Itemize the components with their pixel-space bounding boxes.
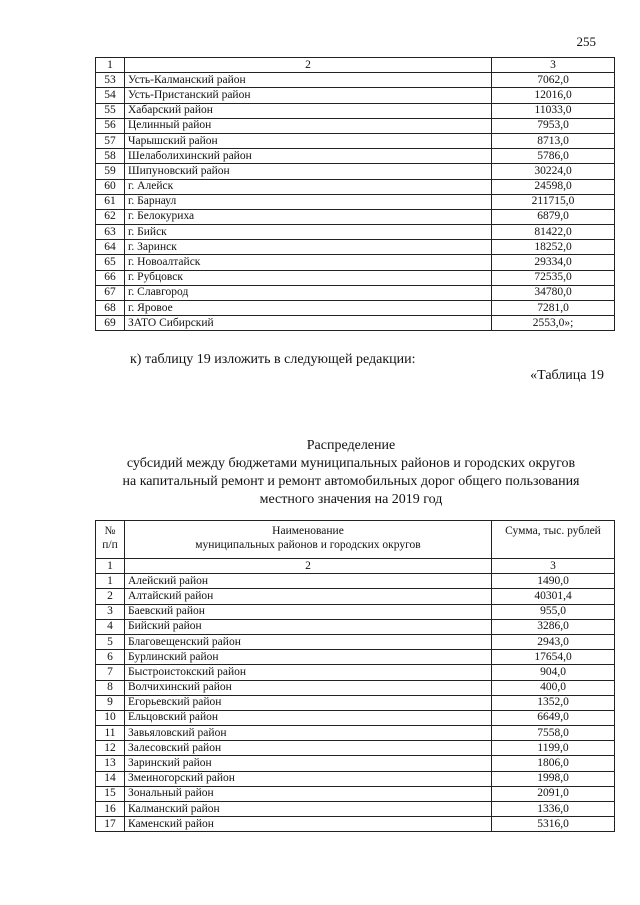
row-sum: 72535,0 xyxy=(492,270,615,285)
column-number-3: 3 xyxy=(492,58,615,73)
row-sum: 5316,0 xyxy=(492,817,615,832)
table-row xyxy=(96,802,615,817)
row-sum: 1490,0 xyxy=(492,574,615,589)
row-name: Быстроистокский район xyxy=(125,665,492,680)
row-name: Бийский район xyxy=(125,619,492,634)
column-number-2: 2 xyxy=(125,559,492,574)
row-number: 17 xyxy=(96,817,125,832)
row-sum: 40301,4 xyxy=(492,589,615,604)
table-row xyxy=(96,73,615,88)
row-sum: 211715,0 xyxy=(492,194,615,209)
row-sum: 2943,0 xyxy=(492,634,615,649)
table-row xyxy=(96,255,615,270)
row-sum: 1336,0 xyxy=(492,802,615,817)
table-row xyxy=(96,270,615,285)
table-row xyxy=(96,680,615,695)
header-name-line-2: муниципальных районов и городских округов xyxy=(195,539,421,551)
row-name: Хабарский район xyxy=(125,103,492,118)
row-sum: 7281,0 xyxy=(492,301,615,316)
row-sum: 6649,0 xyxy=(492,710,615,725)
table-row xyxy=(96,285,615,300)
row-number: 62 xyxy=(96,209,125,224)
table-row xyxy=(96,194,615,209)
table-row xyxy=(96,103,615,118)
table-row xyxy=(96,786,615,801)
row-sum: 7953,0 xyxy=(492,118,615,133)
row-name: Каменский район xyxy=(125,817,492,832)
row-number: 60 xyxy=(96,179,125,194)
row-number: 7 xyxy=(96,665,125,680)
row-name: Чарышский район xyxy=(125,133,492,148)
header-number-line-1: № xyxy=(104,525,116,537)
table-row xyxy=(96,118,615,133)
subsidy-table-2019-body xyxy=(96,521,615,832)
row-name: г. Белокуриха xyxy=(125,209,492,224)
row-number: 1 xyxy=(96,574,125,589)
row-number: 13 xyxy=(96,756,125,771)
table-row xyxy=(96,619,615,634)
row-sum: 6879,0 xyxy=(492,209,615,224)
row-number: 3 xyxy=(96,604,125,619)
column-number-1: 1 xyxy=(96,559,125,574)
row-name: г. Рубцовск xyxy=(125,270,492,285)
row-sum: 18252,0 xyxy=(492,240,615,255)
row-sum: 81422,0 xyxy=(492,225,615,240)
row-name: Змеиногорский район xyxy=(125,771,492,786)
row-number: 8 xyxy=(96,680,125,695)
table-row xyxy=(96,650,615,665)
row-name: г. Алейск xyxy=(125,179,492,194)
row-name: Калманский район xyxy=(125,802,492,817)
table-row xyxy=(96,634,615,649)
row-sum: 8713,0 xyxy=(492,133,615,148)
row-sum: 1352,0 xyxy=(492,695,615,710)
table-row xyxy=(96,710,615,725)
row-number: 58 xyxy=(96,149,125,164)
table-row xyxy=(96,695,615,710)
table-row xyxy=(96,225,615,240)
row-name: г. Яровое xyxy=(125,301,492,316)
row-sum: 1806,0 xyxy=(492,756,615,771)
row-number: 65 xyxy=(96,255,125,270)
row-name: Усть-Калманский район xyxy=(125,73,492,88)
row-number: 2 xyxy=(96,589,125,604)
header-name xyxy=(125,521,492,559)
row-name: Усть-Пристанский район xyxy=(125,88,492,103)
row-name: Залесовский район xyxy=(125,741,492,756)
row-sum: 2553,0»; xyxy=(492,316,615,331)
row-name: Алтайский район xyxy=(125,589,492,604)
table-heading xyxy=(90,437,612,509)
row-name: Бурлинский район xyxy=(125,650,492,665)
table-row xyxy=(96,164,615,179)
row-number: 12 xyxy=(96,741,125,756)
table-row xyxy=(96,771,615,786)
row-sum: 30224,0 xyxy=(492,164,615,179)
row-name: Волчихинский район xyxy=(125,680,492,695)
heading-line-2: субсидий между бюджетами муниципальных районов и городских округов xyxy=(126,456,576,471)
table-row xyxy=(96,316,615,331)
row-name: Благовещенский район xyxy=(125,634,492,649)
row-sum: 17654,0 xyxy=(492,650,615,665)
row-sum: 955,0 xyxy=(492,604,615,619)
row-number: 56 xyxy=(96,118,125,133)
row-name: Заринский район xyxy=(125,756,492,771)
row-number: 68 xyxy=(96,301,125,316)
row-name: Целинный район xyxy=(125,118,492,133)
table-row xyxy=(96,726,615,741)
row-number: 61 xyxy=(96,194,125,209)
table-row xyxy=(96,756,615,771)
row-sum: 7062,0 xyxy=(492,73,615,88)
row-sum: 3286,0 xyxy=(492,619,615,634)
row-sum: 12016,0 xyxy=(492,88,615,103)
row-name: г. Славгород xyxy=(125,285,492,300)
table-row xyxy=(96,301,615,316)
row-number: 67 xyxy=(96,285,125,300)
row-number: 54 xyxy=(96,88,125,103)
page-number: 255 xyxy=(576,34,596,49)
row-sum: 34780,0 xyxy=(492,285,615,300)
heading-line-1: Распределение xyxy=(306,438,396,453)
row-number: 15 xyxy=(96,786,125,801)
row-name: г. Барнаул xyxy=(125,194,492,209)
table-row xyxy=(96,574,615,589)
column-number-3: 3 xyxy=(492,559,615,574)
row-number: 66 xyxy=(96,270,125,285)
row-number: 4 xyxy=(96,619,125,634)
row-number: 64 xyxy=(96,240,125,255)
header-number-line-2: п/п xyxy=(102,539,118,551)
row-number: 57 xyxy=(96,133,125,148)
subsidy-table-continued-body xyxy=(96,58,615,331)
column-number-row xyxy=(96,559,615,574)
row-name: Шелаболихинский район xyxy=(125,149,492,164)
row-sum: 1199,0 xyxy=(492,741,615,756)
row-sum: 904,0 xyxy=(492,665,615,680)
table-row xyxy=(96,665,615,680)
row-name: г. Заринск xyxy=(125,240,492,255)
subsidy-table-2019 xyxy=(95,520,615,832)
heading-line-4: местного значения на 2019 год xyxy=(259,492,443,507)
table-row xyxy=(96,817,615,832)
row-sum: 5786,0 xyxy=(492,149,615,164)
heading-line-3: на капитальный ремонт и ремонт автомобильных дорог общего пользования xyxy=(122,474,580,489)
table-row xyxy=(96,179,615,194)
row-name: Ельцовский район xyxy=(125,710,492,725)
row-name: г. Бийск xyxy=(125,225,492,240)
amendment-instruction: к) таблицу 19 изложить в следующей редакции: xyxy=(130,352,416,367)
row-number: 6 xyxy=(96,650,125,665)
table-row xyxy=(96,604,615,619)
row-sum: 11033,0 xyxy=(492,103,615,118)
header-sum: Сумма, тыс. рублей xyxy=(492,521,615,559)
row-number: 5 xyxy=(96,634,125,649)
row-name: г. Новоалтайск xyxy=(125,255,492,270)
row-sum: 2091,0 xyxy=(492,786,615,801)
row-number: 14 xyxy=(96,771,125,786)
table-row xyxy=(96,209,615,224)
table-row xyxy=(96,88,615,103)
row-number: 53 xyxy=(96,73,125,88)
row-sum: 1998,0 xyxy=(492,771,615,786)
row-name: Зональный район xyxy=(125,786,492,801)
column-number-2: 2 xyxy=(125,58,492,73)
row-name: Шипуновский район xyxy=(125,164,492,179)
table-row xyxy=(96,741,615,756)
row-number: 59 xyxy=(96,164,125,179)
row-name: Алейский район xyxy=(125,574,492,589)
row-sum: 24598,0 xyxy=(492,179,615,194)
row-name: Егорьевский район xyxy=(125,695,492,710)
row-number: 11 xyxy=(96,726,125,741)
header-number xyxy=(96,521,125,559)
column-number-1: 1 xyxy=(96,58,125,73)
row-sum: 7558,0 xyxy=(492,726,615,741)
table-row xyxy=(96,149,615,164)
table-row xyxy=(96,240,615,255)
row-name: ЗАТО Сибирский xyxy=(125,316,492,331)
row-number: 10 xyxy=(96,710,125,725)
table-row xyxy=(96,133,615,148)
subsidy-table-continued xyxy=(95,57,615,331)
row-name: Баевский район xyxy=(125,604,492,619)
row-sum: 400,0 xyxy=(492,680,615,695)
row-number: 55 xyxy=(96,103,125,118)
row-number: 16 xyxy=(96,802,125,817)
table-row xyxy=(96,589,615,604)
header-name-line-1: Наименование xyxy=(272,525,344,537)
row-sum: 29334,0 xyxy=(492,255,615,270)
table-label: «Таблица 19 xyxy=(530,368,604,383)
row-name: Завьяловский район xyxy=(125,726,492,741)
row-number: 63 xyxy=(96,225,125,240)
table-header-row xyxy=(96,521,615,559)
row-number: 9 xyxy=(96,695,125,710)
row-number: 69 xyxy=(96,316,125,331)
column-number-row xyxy=(96,58,615,73)
